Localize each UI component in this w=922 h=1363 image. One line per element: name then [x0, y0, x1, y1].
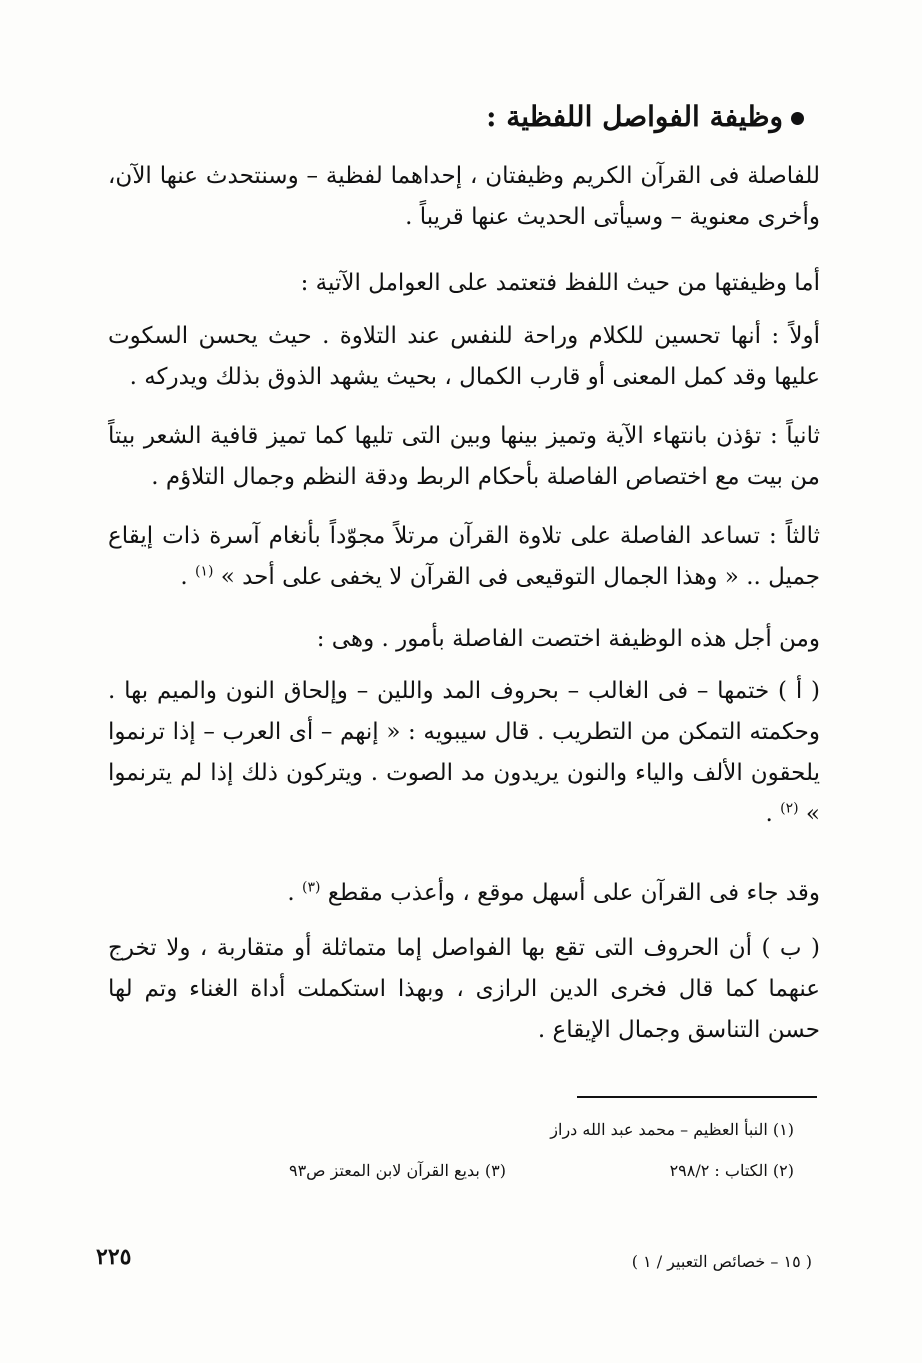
page-number: ٢٢٥ — [96, 1244, 132, 1270]
paragraph-matters: ومن أجل هذه الوظيفة اختصت الفاصلة بأمور . وهى : — [316, 626, 820, 652]
footnote-3: (٣) بديع القرآن لابن المعتز ص٩٣ — [288, 1161, 506, 1180]
paragraph-intro: للفاصلة فى القرآن الكريم وظيفتان ، إحداهما لفظية – وسنتحدث عنها الآن، وأخرى معنوية – وسيأتى الحديث عنها قريباً . — [108, 163, 820, 230]
footnote-1: (١) النبأ العظيم – محمد عبد الله دراز — [550, 1120, 794, 1139]
footnote-divider — [577, 1096, 817, 1098]
paragraph-alef — [108, 671, 820, 835]
paragraph-first: أولاً : أنها تحسين للكلام وراحة للنفس عند التلاوة . حيث يحسن السكوت عليها وقد كمل المعنى أو قارب الكمال ، بحيث يشهد الذوق بذلك ويدركه . — [108, 323, 820, 390]
paragraph-second: ثانياً : تؤذن بانتهاء الآية وتميز بينها وبين التى تليها كما تميز قافية الشعر بيتاً من بيت مع اختصاص الفاصلة بأحكام الربط ودقة النظم وجمال التلاؤم . — [108, 423, 820, 490]
paragraph-quran-position-end: . — [287, 880, 302, 906]
section-heading-text: وظيفة الفواصل اللفظية : — [486, 100, 783, 133]
paragraph-third — [108, 516, 820, 598]
section-heading — [486, 100, 804, 133]
paragraph-ba: ( ب ) أن الحروف التى تقع بها الفواصل إما متماثلة أو متقاربة ، ولا تخرج عنهما كما قال فخرى الدين الرازى ، وبهذا استكملت أداة الغناء وتم لها حسن التناسق وجمال الإيقاع . — [108, 935, 820, 1043]
paragraph-third-text: ثالثاً : تساعد الفاصلة على تلاوة القرآن مرتلاً مجوّداً بأنغام آسرة ذات إيقاع جميل .. « وهذا الجمال التوقيعى فى القرآن لا يخفى على أحد » — [108, 523, 820, 590]
footnote-ref-3: (٣) — [301, 879, 321, 896]
paragraph-quran-position — [108, 873, 820, 914]
footnote-ref-2: (٢) — [780, 800, 799, 817]
running-footer: ( ١٥ – خصائص التعبير / ١ ) — [631, 1252, 812, 1271]
paragraph-alef-end: . — [765, 801, 781, 827]
paragraph-alef-text: ( أ ) ختمها – فى الغالب – بحروف المد واللين – وإلحاق النون والميم بها . وحكمته التمكن من التطريب . قال سيبويه : « إنهم – أى العرب – إذا ترنموا يلحقون الألف والياء والنون يريدون مد الصوت . ويتركون ذلك إذا لم يترنموا » — [108, 678, 820, 827]
footnote-ref-1: (١) — [194, 563, 214, 580]
bullet-icon — [791, 112, 804, 125]
footnote-2: (٢) الكتاب : ٢٩٨/٢ — [669, 1161, 794, 1180]
paragraph-third-end: . — [180, 564, 195, 590]
paragraph-factors: أما وظيفتها من حيث اللفظ فتعتمد على العوامل الآتية : — [300, 270, 820, 296]
paragraph-quran-position-text: وقد جاء فى القرآن على أسهل موقع ، وأعذب مقطع — [327, 880, 820, 906]
